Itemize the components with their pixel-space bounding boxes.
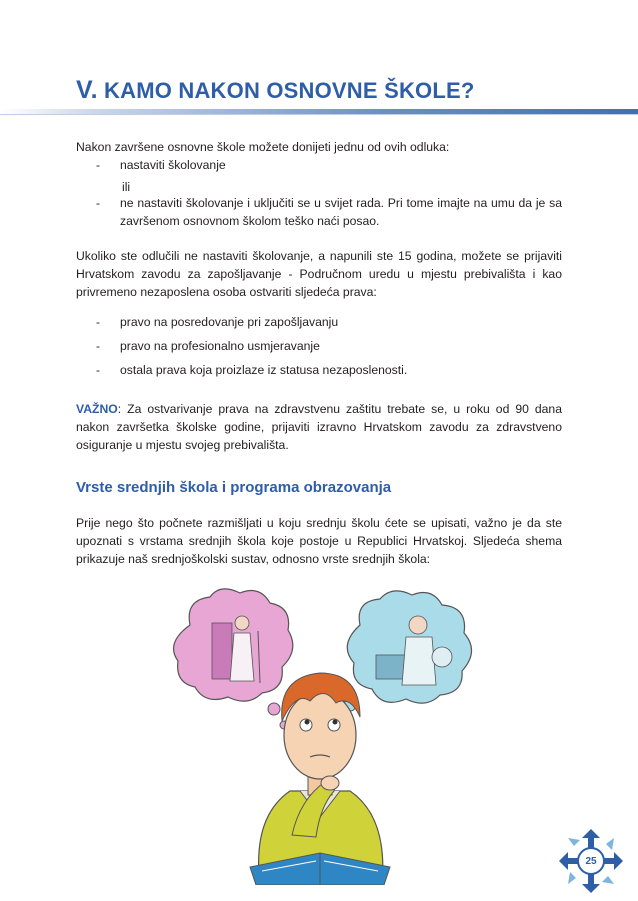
page-number: 25 [585, 856, 597, 867]
intro-text: Nakon završene osnovne škole možete donijeti jednu od ovih odluka: [76, 140, 450, 154]
school-types-paragraph: Prije nego što počnete razmišljati u koju srednju školu ćete se upisati, važno je da ste upoznati s vrstama srednjih škola koje postoje u Republici Hrvatskoj. Sljedeća shema prikazuje naš srednjoškolski sustav, odnosno vrste srednjih škola: [76, 516, 562, 566]
rights-text: pravo na profesionalno usmjeravanje [120, 339, 320, 353]
list-dash: - [96, 196, 101, 210]
unemployed-paragraph: Ukoliko ste odlučili ne nastaviti školovanje, a napunili ste 15 godina, možete se prijaviti Hrvatskom zavodu za zapošljavanje - Područnom uredu u mjestu prebivališta i kao privremeno nezaposlena osoba ostvariti sljedeća prava: [76, 249, 562, 299]
rights-text: ostala prava koja proizlaze iz statusa nezaposlenosti. [120, 363, 408, 377]
choice-text: ne nastaviti školovanje i uključiti se u svijet rada. Pri tome imajte na umu da je sa završenom osnovnom školom teško naći posao. [120, 196, 562, 228]
chapter-number: V. [76, 76, 98, 104]
list-dash: - [96, 339, 101, 353]
choice-text: nastaviti školovanje [120, 158, 226, 172]
rights-text: pravo na posredovanje pri zapošljavanju [120, 315, 339, 329]
list-dash: - [96, 315, 101, 329]
important-text: : Za ostvarivanje prava na zdravstvenu zaštitu trebate se, u roku od 90 dana nakon završetka školske godine, prijaviti izravno Hrvatskom zavodu za zdravstveno osiguranje u mjestu svojeg prebivališta. [76, 402, 562, 452]
thought-bubble-left [174, 589, 293, 729]
section-subheading: Vrste srednjih škola i programa obrazovanja [76, 479, 392, 496]
list-dash: - [96, 363, 101, 377]
list-dash: - [96, 158, 101, 172]
or-word: ili [122, 180, 131, 194]
thinking-student-illustration [150, 585, 490, 885]
chapter-title: KAMO NAKON OSNOVNE ŠKOLE? [104, 78, 475, 103]
chapter-heading [76, 76, 475, 105]
heading-rule [0, 108, 638, 116]
important-note [76, 400, 562, 454]
important-label: VAŽNO [76, 402, 118, 416]
